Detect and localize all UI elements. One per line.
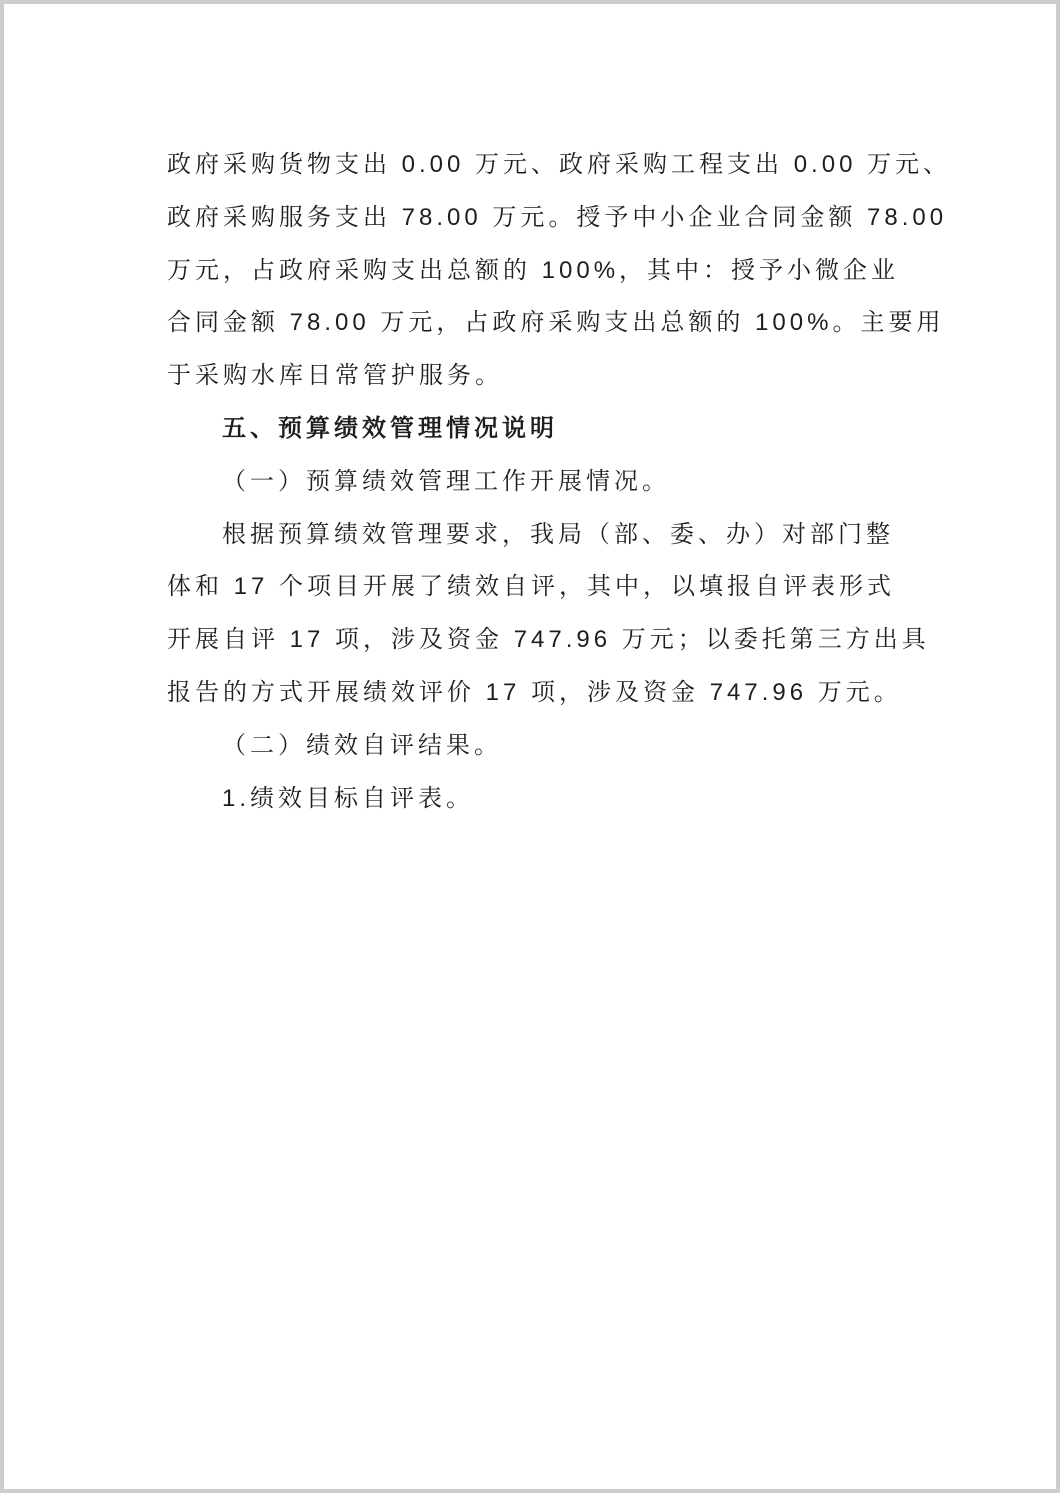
- subsection-heading: （一）预算绩效管理工作开展情况。: [222, 467, 670, 495]
- text-line: 合同金额 78.00 万元，占政府采购支出总额的 100%。主要用: [167, 309, 945, 337]
- paragraph-performance: [167, 509, 930, 720]
- text-line: 于采购水库日常管护服务。: [167, 362, 503, 390]
- text-line: 报告的方式开展绩效评价 17 项，涉及资金 747.96 万元。: [167, 678, 902, 706]
- text-line: 体和 17 个项目开展了绩效自评，其中，以填报自评表形式: [167, 573, 896, 601]
- text-line: 政府采购货物支出 0.00 万元、政府采购工程支出 0.00 万元、: [167, 151, 952, 178]
- text-line: 根据预算绩效管理要求，我局（部、委、办）对部门整: [222, 520, 894, 548]
- subsection-heading: （二）绩效自评结果。: [222, 731, 502, 759]
- text-line: 万元，占政府采购支出总额的 100%，其中：授予小微企业: [167, 256, 900, 284]
- document-body: [167, 139, 952, 825]
- list-item: 1.绩效目标自评表。: [222, 784, 475, 812]
- paragraph-procurement: [167, 139, 952, 403]
- text-line: 开展自评 17 项，涉及资金 747.96 万元；以委托第三方出具: [167, 626, 930, 654]
- section-heading: 五、预算绩效管理情况说明: [222, 414, 558, 442]
- text-line: 政府采购服务支出 78.00 万元。授予中小企业合同金额 78.00: [167, 203, 948, 231]
